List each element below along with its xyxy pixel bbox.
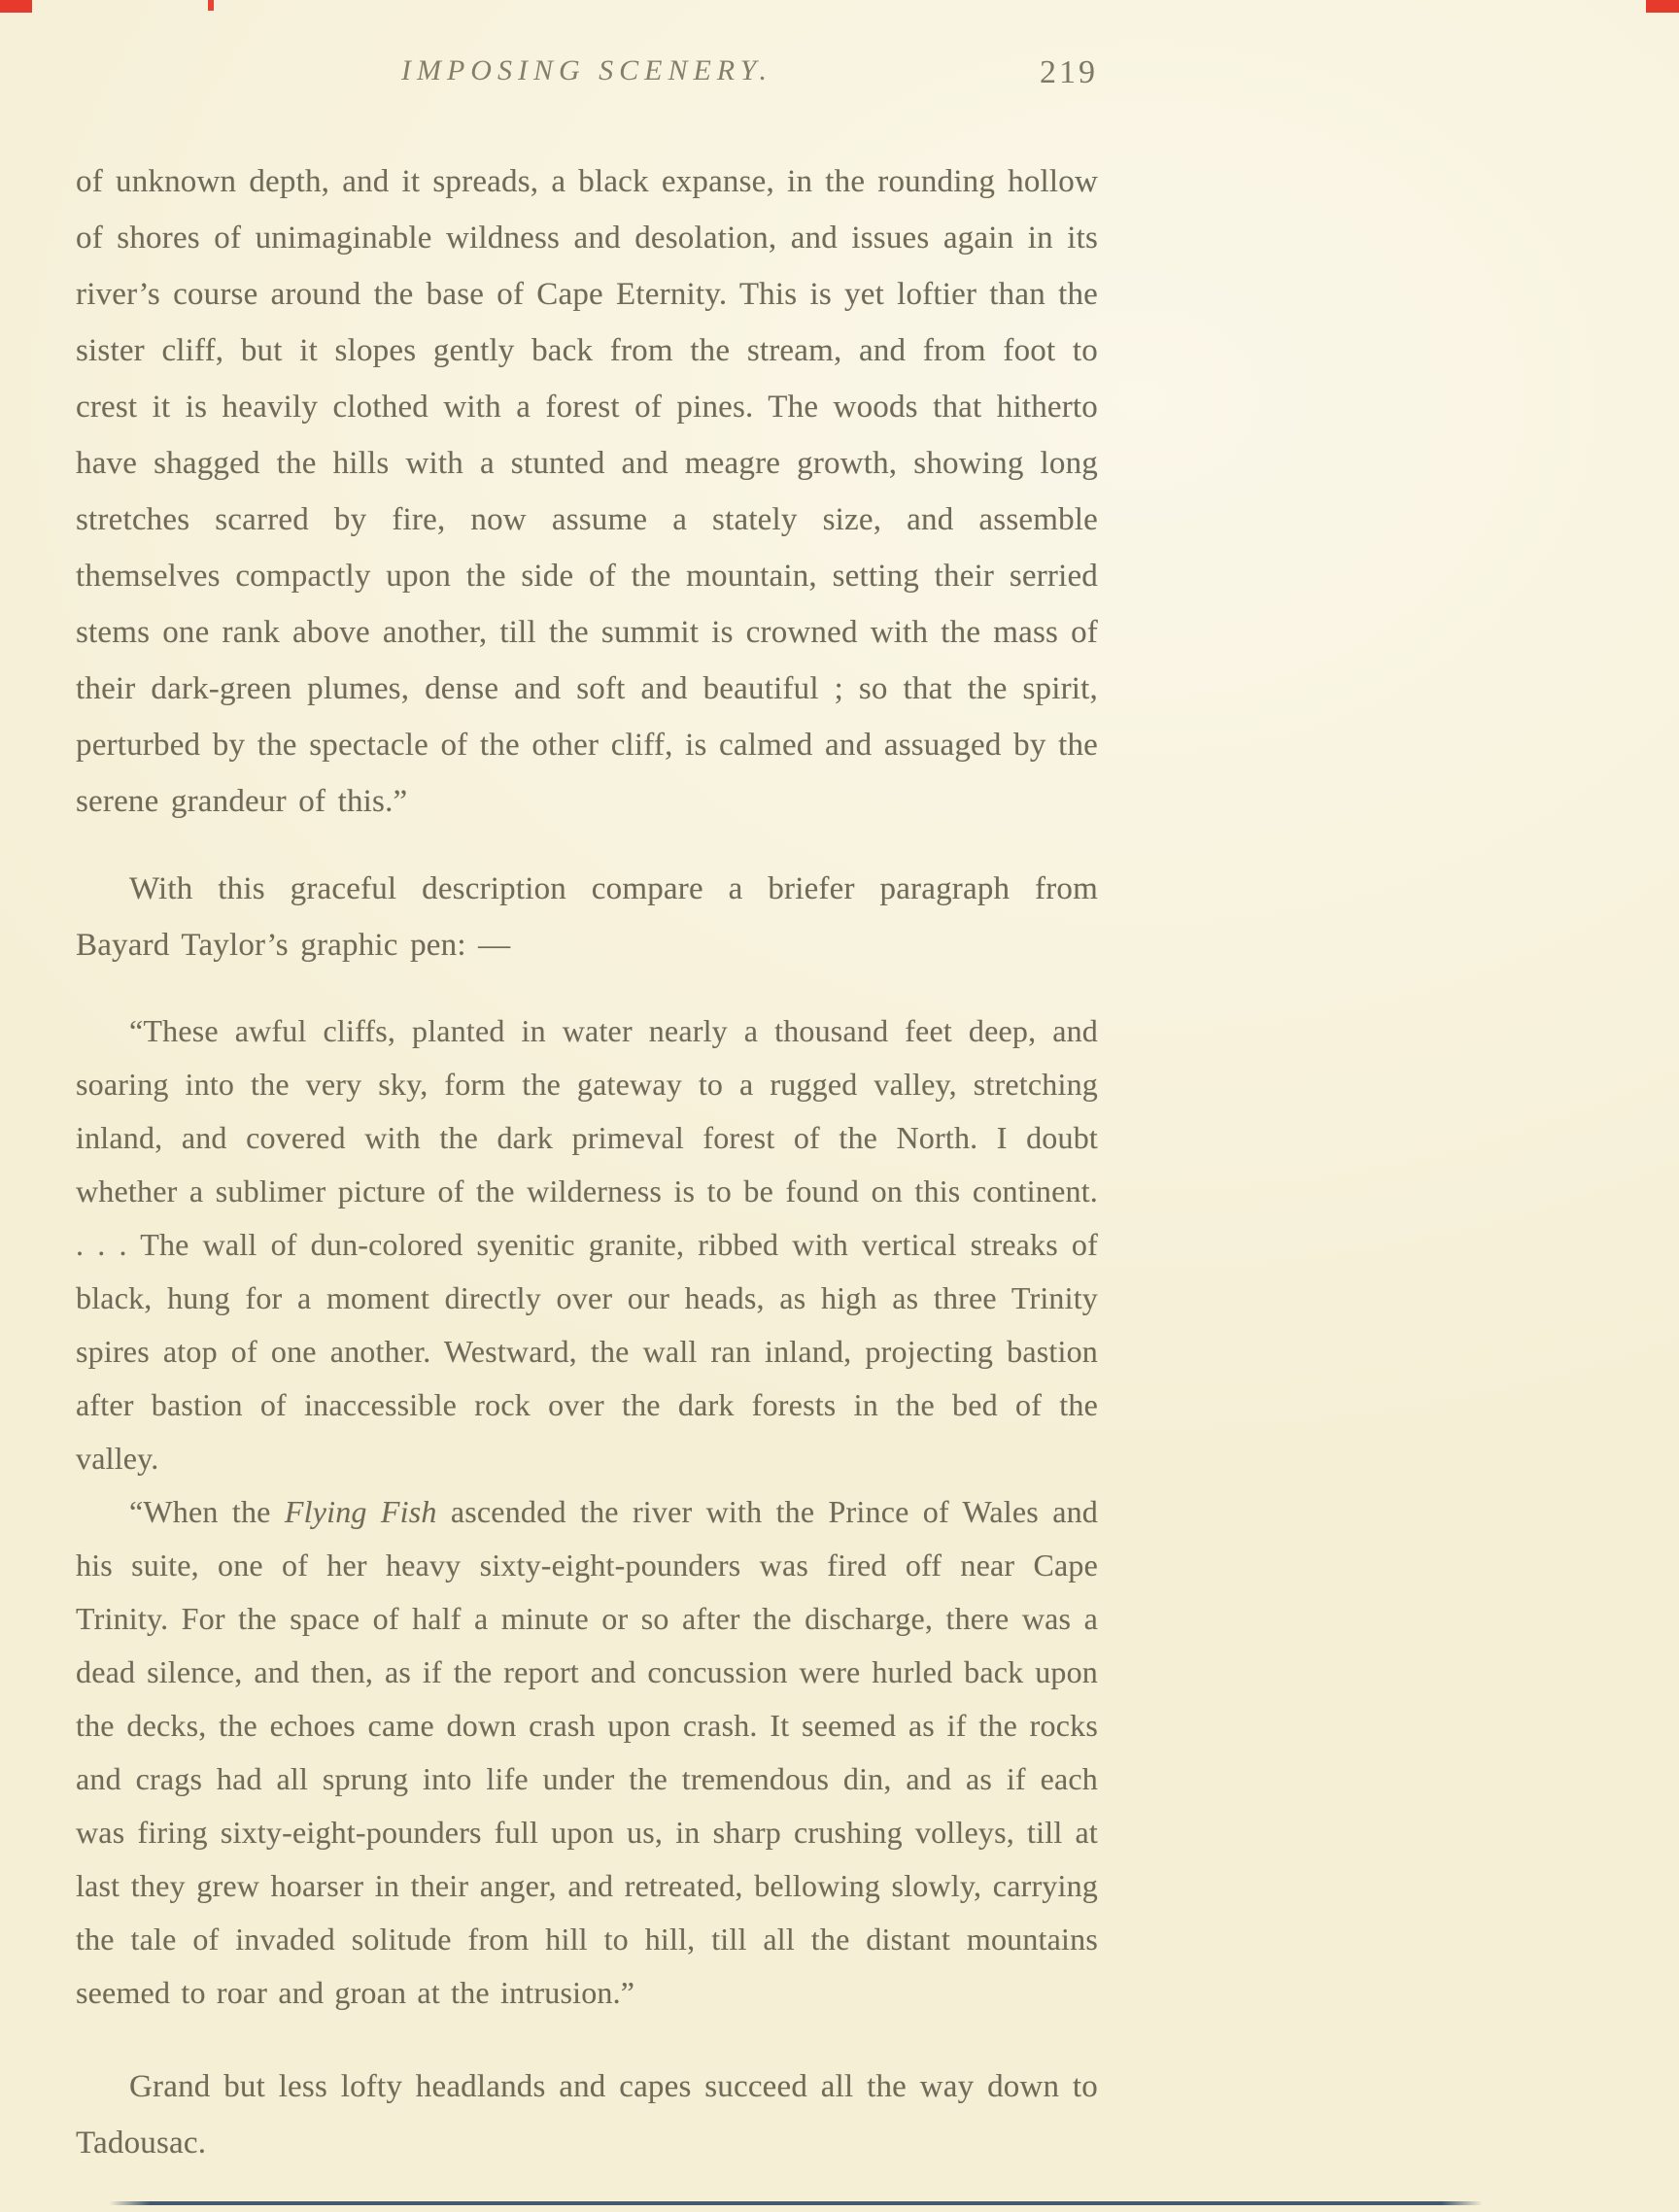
scan-mark-top-tick	[208, 0, 214, 11]
paragraph-quote-flying-fish	[76, 1485, 1098, 2020]
paragraph-quote-cliffs: “These awful cliffs, planted in water nearly a thousand feet deep, and soaring into the very sky, form the gateway to a rugged valley, stretching inland, and covered with the dark primeval forest of the North. I doubt whether a sublimer picture of the wilderness is to be found on this continent. . . . The wall of dun-colored syenitic granite, ribbed with vertical streaks of black, hung for a moment directly over our heads, as high as three Trinity spires atop of one another. Westward, the wall ran inland, projecting bastion after bastion of inaccessible rock over the dark forests in the bed of the valley.	[76, 1013, 1098, 1476]
page-bottom-edge-line	[109, 2201, 1483, 2205]
scan-mark-top-left	[0, 0, 32, 13]
running-head	[76, 54, 1098, 97]
scan-mark-top-right	[1646, 0, 1679, 13]
paragraph-transition: With this graceful description compare a briefer paragraph from Bayard Taylor’s graphic pen: —	[76, 871, 1098, 963]
text-block	[76, 153, 1098, 2171]
running-title: IMPOSING SCENERY.	[400, 54, 773, 86]
quote-run-open: “When the	[129, 1494, 285, 1529]
quote-run-rest: ascended the river with the Prince of Wales and his suite, one of her heavy sixty-eight-pounders was fired off near Cape Trinity. For the space of half a minute or so after the discharge, there was a dead silence, and then, as if the report and concussion were hurled back upon the decks, the echoes came down crash upon crash. It seemed as if the rocks and crags had all sprung into life under the tremendous din, and as if each was firing sixty-eight-pounders full upon us, in sharp crushing volleys, till at last they grew hoarser in their anger, and retreated, bellowing slowly, carrying the tale of invaded solitude from hill to hill, till all the distant mountains seemed to roar and groan at the intrusion.”	[76, 1494, 1099, 2010]
paragraph-continuation: of unknown depth, and it spreads, a black expanse, in the rounding hollow of shores of unimaginable wildness and desolation, and issues again in its river’s course around the base of Cape Eternity. This is yet loftier than the sister cliff, but it slopes gently back from the stream, and from foot to crest it is heavily clothed with a forest of pines. The woods that hitherto have shagged the hills with a stunted and meagre growth, showing long stretches scarred by fire, now assume a stately size, and assemble themselves compactly upon the side of the mountain, setting their serried stems one rank above another, till the summit is crowned with the mass of their dark-green plumes, dense and soft and beautiful ; so that the spirit, perturbed by the spectacle of the other cliff, is calmed and assuaged by the serene grandeur of this.”	[76, 164, 1098, 819]
ship-name-flying-fish: Flying Fish	[284, 1494, 437, 1529]
page-number: 219	[1040, 54, 1098, 90]
paragraph-closing: Grand but less lofty headlands and capes succeed all the way down to Tadousac.	[76, 2069, 1098, 2161]
